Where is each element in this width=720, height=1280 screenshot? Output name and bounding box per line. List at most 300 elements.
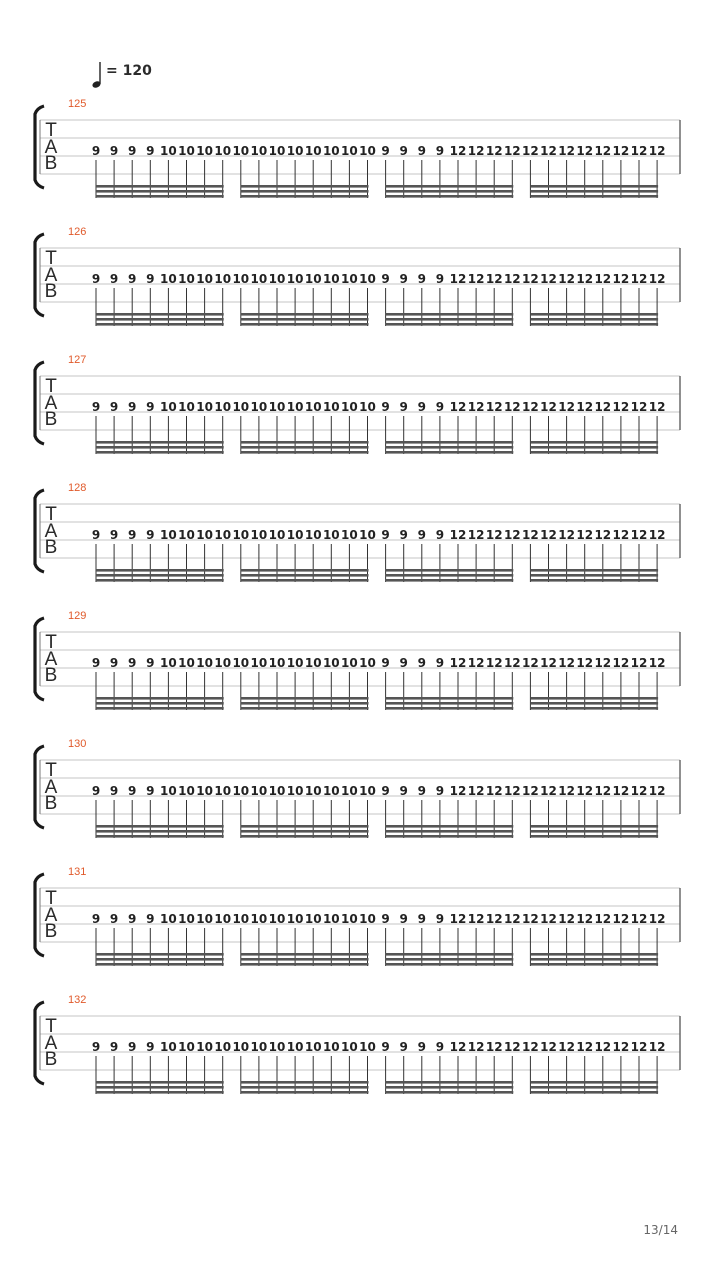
fret-number: 10 bbox=[178, 784, 195, 798]
fret-number: 12 bbox=[648, 528, 666, 542]
fret-number: 12 bbox=[503, 784, 521, 798]
fret-number: 12 bbox=[630, 528, 648, 542]
fret-number: 9 bbox=[435, 144, 445, 158]
fret-number: 9 bbox=[399, 400, 408, 414]
fret-number: 9 bbox=[128, 784, 137, 798]
fret-number: 10 bbox=[160, 400, 177, 414]
staff-system bbox=[35, 866, 680, 966]
tab-clef-letter: A bbox=[44, 905, 58, 926]
fret-number: 9 bbox=[109, 272, 119, 286]
fret-number: 9 bbox=[146, 656, 155, 670]
fret-number: 12 bbox=[612, 400, 630, 414]
fret-number: 9 bbox=[417, 528, 426, 542]
tab-clef-letter: T bbox=[45, 504, 57, 525]
fret-number: 10 bbox=[341, 272, 358, 286]
fret-number: 9 bbox=[146, 1040, 155, 1054]
fret-number: 10 bbox=[268, 528, 286, 542]
fret-number: 9 bbox=[381, 144, 390, 158]
fret-number: 12 bbox=[449, 528, 467, 542]
fret-number: 9 bbox=[128, 656, 137, 670]
fret-number: 9 bbox=[399, 528, 408, 542]
tab-clef-letter: A bbox=[44, 265, 58, 286]
measure-number: 125 bbox=[68, 98, 87, 110]
fret-number: 10 bbox=[268, 1040, 286, 1054]
fret-number: 9 bbox=[91, 272, 101, 286]
fret-number: 12 bbox=[648, 144, 666, 158]
fret-number: 10 bbox=[160, 912, 177, 926]
staff-system bbox=[35, 98, 680, 198]
fret-number: 10 bbox=[268, 400, 286, 414]
fret-number: 10 bbox=[250, 528, 268, 542]
fret-number: 10 bbox=[322, 656, 340, 670]
fret-number: 12 bbox=[576, 1040, 594, 1054]
fret-number: 10 bbox=[232, 144, 250, 158]
fret-number: 10 bbox=[232, 1040, 250, 1054]
fret-number: 12 bbox=[503, 144, 521, 158]
fret-number: 12 bbox=[503, 400, 521, 414]
fret-number: 10 bbox=[160, 656, 177, 670]
fret-number: 12 bbox=[485, 400, 503, 414]
fret-number: 12 bbox=[594, 144, 612, 158]
tab-clef-letter: T bbox=[45, 888, 57, 909]
fret-number: 10 bbox=[286, 1040, 304, 1054]
fret-number: 12 bbox=[612, 1040, 630, 1054]
fret-number: 12 bbox=[630, 912, 648, 926]
fret-number: 9 bbox=[381, 1040, 390, 1054]
tab-clef-letter: T bbox=[45, 632, 57, 653]
fret-number: 9 bbox=[128, 912, 137, 926]
fret-number: 10 bbox=[160, 144, 177, 158]
fret-number: 10 bbox=[232, 912, 250, 926]
beam-group bbox=[386, 825, 514, 838]
fret-number: 12 bbox=[522, 912, 539, 926]
fret-number: 10 bbox=[286, 144, 304, 158]
fret-number: 12 bbox=[540, 656, 557, 670]
fret-number: 12 bbox=[558, 784, 575, 798]
fret-number: 10 bbox=[178, 400, 195, 414]
fret-number: 12 bbox=[503, 912, 521, 926]
measure-number: 131 bbox=[68, 866, 87, 878]
beam-group bbox=[241, 313, 369, 326]
fret-number: 12 bbox=[630, 400, 648, 414]
fret-number: 9 bbox=[381, 912, 390, 926]
tab-clef-letter: T bbox=[45, 120, 57, 141]
fret-number: 12 bbox=[485, 528, 503, 542]
fret-number: 12 bbox=[522, 656, 539, 670]
tab-clef-letter: B bbox=[44, 153, 58, 174]
fret-number: 9 bbox=[109, 528, 119, 542]
fret-number: 10 bbox=[214, 1040, 232, 1054]
beam-group bbox=[386, 697, 514, 710]
fret-number: 10 bbox=[341, 1040, 358, 1054]
fret-number: 10 bbox=[304, 912, 322, 926]
fret-number: 10 bbox=[160, 272, 177, 286]
fret-number: 12 bbox=[522, 1040, 539, 1054]
fret-number: 9 bbox=[399, 912, 408, 926]
fret-number: 12 bbox=[467, 784, 485, 798]
beam-group bbox=[530, 313, 658, 326]
fret-number: 9 bbox=[109, 912, 119, 926]
fret-number: 12 bbox=[648, 656, 666, 670]
tab-clef bbox=[45, 760, 58, 814]
fret-number: 12 bbox=[612, 784, 630, 798]
fret-number: 10 bbox=[304, 528, 322, 542]
beam-group bbox=[241, 697, 369, 710]
fret-number: 12 bbox=[648, 784, 666, 798]
fret-number: 9 bbox=[91, 784, 101, 798]
beam-group bbox=[530, 825, 658, 838]
fret-number: 10 bbox=[359, 144, 376, 158]
beam-group bbox=[96, 697, 224, 710]
staff-system bbox=[35, 226, 680, 326]
staff-system bbox=[35, 610, 680, 710]
beam-group bbox=[241, 825, 369, 838]
fret-number: 10 bbox=[196, 144, 213, 158]
fret-number: 10 bbox=[359, 784, 376, 798]
fret-number: 10 bbox=[322, 144, 340, 158]
fret-number: 10 bbox=[160, 528, 177, 542]
fret-number: 10 bbox=[250, 272, 268, 286]
fret-number: 10 bbox=[196, 1040, 213, 1054]
beam-group bbox=[96, 1081, 224, 1094]
beam-group bbox=[241, 441, 369, 454]
fret-number: 9 bbox=[109, 656, 119, 670]
tab-clef-letter: A bbox=[44, 393, 58, 414]
fret-number: 10 bbox=[359, 400, 376, 414]
fret-number: 12 bbox=[540, 912, 557, 926]
beam-group bbox=[96, 313, 224, 326]
fret-number: 12 bbox=[503, 272, 521, 286]
tab-clef-letter: A bbox=[44, 777, 58, 798]
fret-number: 12 bbox=[485, 1040, 503, 1054]
fret-number: 12 bbox=[522, 400, 539, 414]
fret-number: 12 bbox=[522, 272, 539, 286]
fret-number: 12 bbox=[594, 272, 612, 286]
beam-group bbox=[386, 1081, 514, 1094]
beam-group bbox=[386, 313, 514, 326]
fret-number: 10 bbox=[322, 784, 340, 798]
fret-number: 12 bbox=[485, 656, 503, 670]
staff-system bbox=[35, 354, 680, 454]
fret-number: 10 bbox=[268, 912, 286, 926]
fret-number: 12 bbox=[558, 144, 575, 158]
fret-number: 12 bbox=[576, 272, 594, 286]
fret-number: 12 bbox=[630, 1040, 648, 1054]
fret-number: 9 bbox=[128, 528, 137, 542]
tab-clef-letter: A bbox=[44, 521, 58, 542]
fret-number: 9 bbox=[417, 272, 426, 286]
beam-group bbox=[386, 953, 514, 966]
tab-clef-letter: A bbox=[44, 1033, 58, 1054]
fret-number: 12 bbox=[558, 1040, 575, 1054]
beam-group bbox=[530, 697, 658, 710]
beam-group bbox=[386, 441, 514, 454]
quarter-note-icon bbox=[91, 62, 101, 89]
fret-number: 12 bbox=[576, 912, 594, 926]
fret-number: 9 bbox=[435, 528, 445, 542]
fret-number: 9 bbox=[435, 912, 445, 926]
tab-clef bbox=[45, 632, 58, 686]
fret-number: 12 bbox=[576, 656, 594, 670]
fret-number: 12 bbox=[576, 144, 594, 158]
fret-number: 12 bbox=[558, 400, 575, 414]
fret-number: 10 bbox=[250, 784, 268, 798]
beam-group bbox=[386, 185, 514, 198]
fret-number: 10 bbox=[304, 272, 322, 286]
fret-number: 10 bbox=[196, 272, 213, 286]
fret-number: 12 bbox=[467, 1040, 485, 1054]
fret-number: 10 bbox=[214, 784, 232, 798]
fret-number: 9 bbox=[417, 784, 426, 798]
fret-number: 12 bbox=[630, 272, 648, 286]
fret-number: 12 bbox=[594, 784, 612, 798]
tab-clef bbox=[45, 888, 58, 942]
fret-number: 12 bbox=[558, 272, 575, 286]
fret-number: 10 bbox=[304, 1040, 322, 1054]
fret-number: 9 bbox=[435, 784, 445, 798]
fret-number: 9 bbox=[417, 144, 426, 158]
fret-number: 9 bbox=[91, 1040, 101, 1054]
fret-number: 10 bbox=[214, 912, 232, 926]
fret-number: 12 bbox=[612, 272, 630, 286]
fret-number: 10 bbox=[160, 1040, 177, 1054]
fret-number: 12 bbox=[522, 528, 539, 542]
fret-number: 10 bbox=[322, 912, 340, 926]
fret-number: 9 bbox=[91, 528, 101, 542]
fret-number: 9 bbox=[146, 784, 155, 798]
fret-number: 10 bbox=[286, 400, 304, 414]
fret-number: 12 bbox=[576, 528, 594, 542]
fret-number: 12 bbox=[467, 912, 485, 926]
fret-number: 9 bbox=[435, 656, 445, 670]
measure-number: 126 bbox=[68, 226, 87, 238]
fret-number: 9 bbox=[381, 400, 390, 414]
tempo-label: = 120 bbox=[106, 63, 152, 79]
fret-number: 10 bbox=[196, 400, 213, 414]
fret-number: 12 bbox=[540, 528, 557, 542]
fret-number: 9 bbox=[399, 1040, 408, 1054]
beam-group bbox=[530, 569, 658, 582]
fret-number: 10 bbox=[268, 144, 286, 158]
tab-clef-letter: B bbox=[44, 409, 58, 430]
fret-number: 10 bbox=[232, 400, 250, 414]
fret-number: 10 bbox=[341, 144, 358, 158]
fret-number: 9 bbox=[91, 144, 101, 158]
fret-number: 12 bbox=[467, 272, 485, 286]
fret-number: 12 bbox=[503, 528, 521, 542]
fret-number: 10 bbox=[359, 912, 376, 926]
beam-group bbox=[530, 441, 658, 454]
fret-number: 12 bbox=[594, 400, 612, 414]
tab-clef bbox=[45, 248, 58, 302]
fret-number: 10 bbox=[214, 272, 232, 286]
fret-number: 10 bbox=[232, 656, 250, 670]
fret-number: 12 bbox=[485, 784, 503, 798]
fret-number: 9 bbox=[381, 784, 390, 798]
fret-number: 9 bbox=[128, 1040, 137, 1054]
fret-number: 10 bbox=[268, 656, 286, 670]
fret-number: 10 bbox=[359, 272, 376, 286]
fret-number: 10 bbox=[268, 272, 286, 286]
fret-number: 10 bbox=[359, 1040, 376, 1054]
beam-group bbox=[386, 569, 514, 582]
fret-number: 10 bbox=[178, 1040, 195, 1054]
fret-number: 12 bbox=[612, 656, 630, 670]
staff-system bbox=[35, 738, 680, 838]
fret-number: 12 bbox=[594, 912, 612, 926]
fret-number: 10 bbox=[341, 528, 358, 542]
beam-group bbox=[241, 953, 369, 966]
beam-group bbox=[96, 569, 224, 582]
fret-number: 9 bbox=[91, 912, 101, 926]
fret-number: 9 bbox=[381, 528, 390, 542]
fret-number: 9 bbox=[146, 144, 155, 158]
fret-number: 10 bbox=[178, 528, 195, 542]
fret-number: 9 bbox=[381, 656, 390, 670]
fret-number: 12 bbox=[522, 784, 539, 798]
fret-number: 12 bbox=[485, 272, 503, 286]
fret-number: 12 bbox=[576, 784, 594, 798]
fret-number: 12 bbox=[558, 912, 575, 926]
fret-number: 12 bbox=[467, 656, 485, 670]
fret-number: 12 bbox=[449, 400, 467, 414]
fret-number: 12 bbox=[630, 784, 648, 798]
fret-number: 12 bbox=[449, 272, 467, 286]
fret-number: 12 bbox=[540, 1040, 557, 1054]
fret-number: 9 bbox=[399, 784, 408, 798]
tab-clef bbox=[45, 1016, 58, 1070]
fret-number: 9 bbox=[128, 400, 137, 414]
fret-number: 12 bbox=[522, 144, 539, 158]
fret-number: 12 bbox=[467, 400, 485, 414]
beam-group bbox=[96, 953, 224, 966]
fret-number: 12 bbox=[594, 1040, 612, 1054]
fret-number: 10 bbox=[341, 400, 358, 414]
fret-number: 9 bbox=[109, 1040, 119, 1054]
fret-number: 10 bbox=[359, 528, 376, 542]
fret-number: 9 bbox=[128, 272, 137, 286]
fret-number: 12 bbox=[630, 656, 648, 670]
measure-number: 127 bbox=[68, 354, 87, 366]
fret-number: 10 bbox=[196, 784, 213, 798]
tab-clef-letter: B bbox=[44, 1049, 58, 1070]
fret-number: 12 bbox=[576, 400, 594, 414]
fret-number: 12 bbox=[558, 528, 575, 542]
fret-number: 12 bbox=[648, 912, 666, 926]
fret-number: 9 bbox=[109, 784, 119, 798]
fret-number: 12 bbox=[648, 1040, 666, 1054]
beam-group bbox=[241, 1081, 369, 1094]
tempo-marking bbox=[91, 62, 152, 89]
fret-number: 9 bbox=[381, 272, 390, 286]
fret-number: 12 bbox=[467, 144, 485, 158]
fret-number: 12 bbox=[558, 656, 575, 670]
fret-number: 10 bbox=[250, 144, 268, 158]
fret-number: 10 bbox=[250, 912, 268, 926]
fret-number: 9 bbox=[128, 144, 137, 158]
fret-number: 10 bbox=[178, 272, 195, 286]
fret-number: 10 bbox=[322, 272, 340, 286]
fret-number: 12 bbox=[594, 656, 612, 670]
fret-number: 9 bbox=[399, 272, 408, 286]
fret-number: 10 bbox=[250, 1040, 268, 1054]
beam-group bbox=[530, 953, 658, 966]
fret-number: 10 bbox=[232, 784, 250, 798]
tab-clef-letter: B bbox=[44, 281, 58, 302]
fret-number: 10 bbox=[322, 528, 340, 542]
fret-number: 12 bbox=[540, 784, 557, 798]
fret-number: 10 bbox=[286, 528, 304, 542]
tab-clef bbox=[45, 504, 58, 558]
fret-number: 12 bbox=[503, 656, 521, 670]
beam-group bbox=[530, 185, 658, 198]
fret-number: 10 bbox=[178, 656, 195, 670]
fret-number: 12 bbox=[485, 144, 503, 158]
fret-number: 10 bbox=[214, 144, 232, 158]
fret-number: 9 bbox=[435, 1040, 445, 1054]
fret-number: 12 bbox=[612, 144, 630, 158]
fret-number: 10 bbox=[286, 912, 304, 926]
fret-number: 12 bbox=[449, 912, 467, 926]
fret-number: 10 bbox=[286, 656, 304, 670]
fret-number: 12 bbox=[449, 656, 467, 670]
measure-number: 130 bbox=[68, 738, 87, 750]
beam-group bbox=[241, 569, 369, 582]
fret-number: 10 bbox=[196, 528, 213, 542]
tab-clef-letter: B bbox=[44, 793, 58, 814]
tab-clef bbox=[45, 376, 58, 430]
fret-number: 10 bbox=[286, 784, 304, 798]
fret-number: 10 bbox=[196, 656, 213, 670]
fret-number: 12 bbox=[630, 144, 648, 158]
fret-number: 10 bbox=[341, 784, 358, 798]
tab-clef-letter: B bbox=[44, 537, 58, 558]
fret-number: 10 bbox=[304, 400, 322, 414]
fret-number: 10 bbox=[322, 400, 340, 414]
fret-number: 9 bbox=[109, 144, 119, 158]
fret-number: 12 bbox=[540, 272, 557, 286]
fret-number: 10 bbox=[268, 784, 286, 798]
fret-number: 12 bbox=[648, 272, 666, 286]
fret-number: 10 bbox=[232, 272, 250, 286]
page-number: 13/14 bbox=[643, 1223, 678, 1237]
fret-number: 12 bbox=[503, 1040, 521, 1054]
measure-number: 129 bbox=[68, 610, 87, 622]
tab-clef-letter: A bbox=[44, 137, 58, 158]
fret-number: 9 bbox=[146, 400, 155, 414]
tab-clef-letter: B bbox=[44, 921, 58, 942]
fret-number: 10 bbox=[178, 912, 195, 926]
fret-number: 12 bbox=[485, 912, 503, 926]
fret-number: 10 bbox=[304, 144, 322, 158]
tab-clef-letter: T bbox=[45, 760, 57, 781]
beam-group bbox=[96, 825, 224, 838]
fret-number: 12 bbox=[449, 1040, 467, 1054]
fret-number: 10 bbox=[304, 784, 322, 798]
fret-number: 10 bbox=[341, 912, 358, 926]
staff-system bbox=[35, 482, 680, 582]
fret-number: 12 bbox=[467, 528, 485, 542]
tab-clef-letter: T bbox=[45, 376, 57, 397]
fret-number: 9 bbox=[91, 656, 101, 670]
fret-number: 9 bbox=[435, 400, 445, 414]
measure-number: 132 bbox=[68, 994, 87, 1006]
fret-number: 9 bbox=[417, 400, 426, 414]
fret-number: 12 bbox=[449, 784, 467, 798]
staff-systems bbox=[35, 98, 680, 1094]
fret-number: 12 bbox=[612, 528, 630, 542]
fret-number: 9 bbox=[417, 1040, 426, 1054]
